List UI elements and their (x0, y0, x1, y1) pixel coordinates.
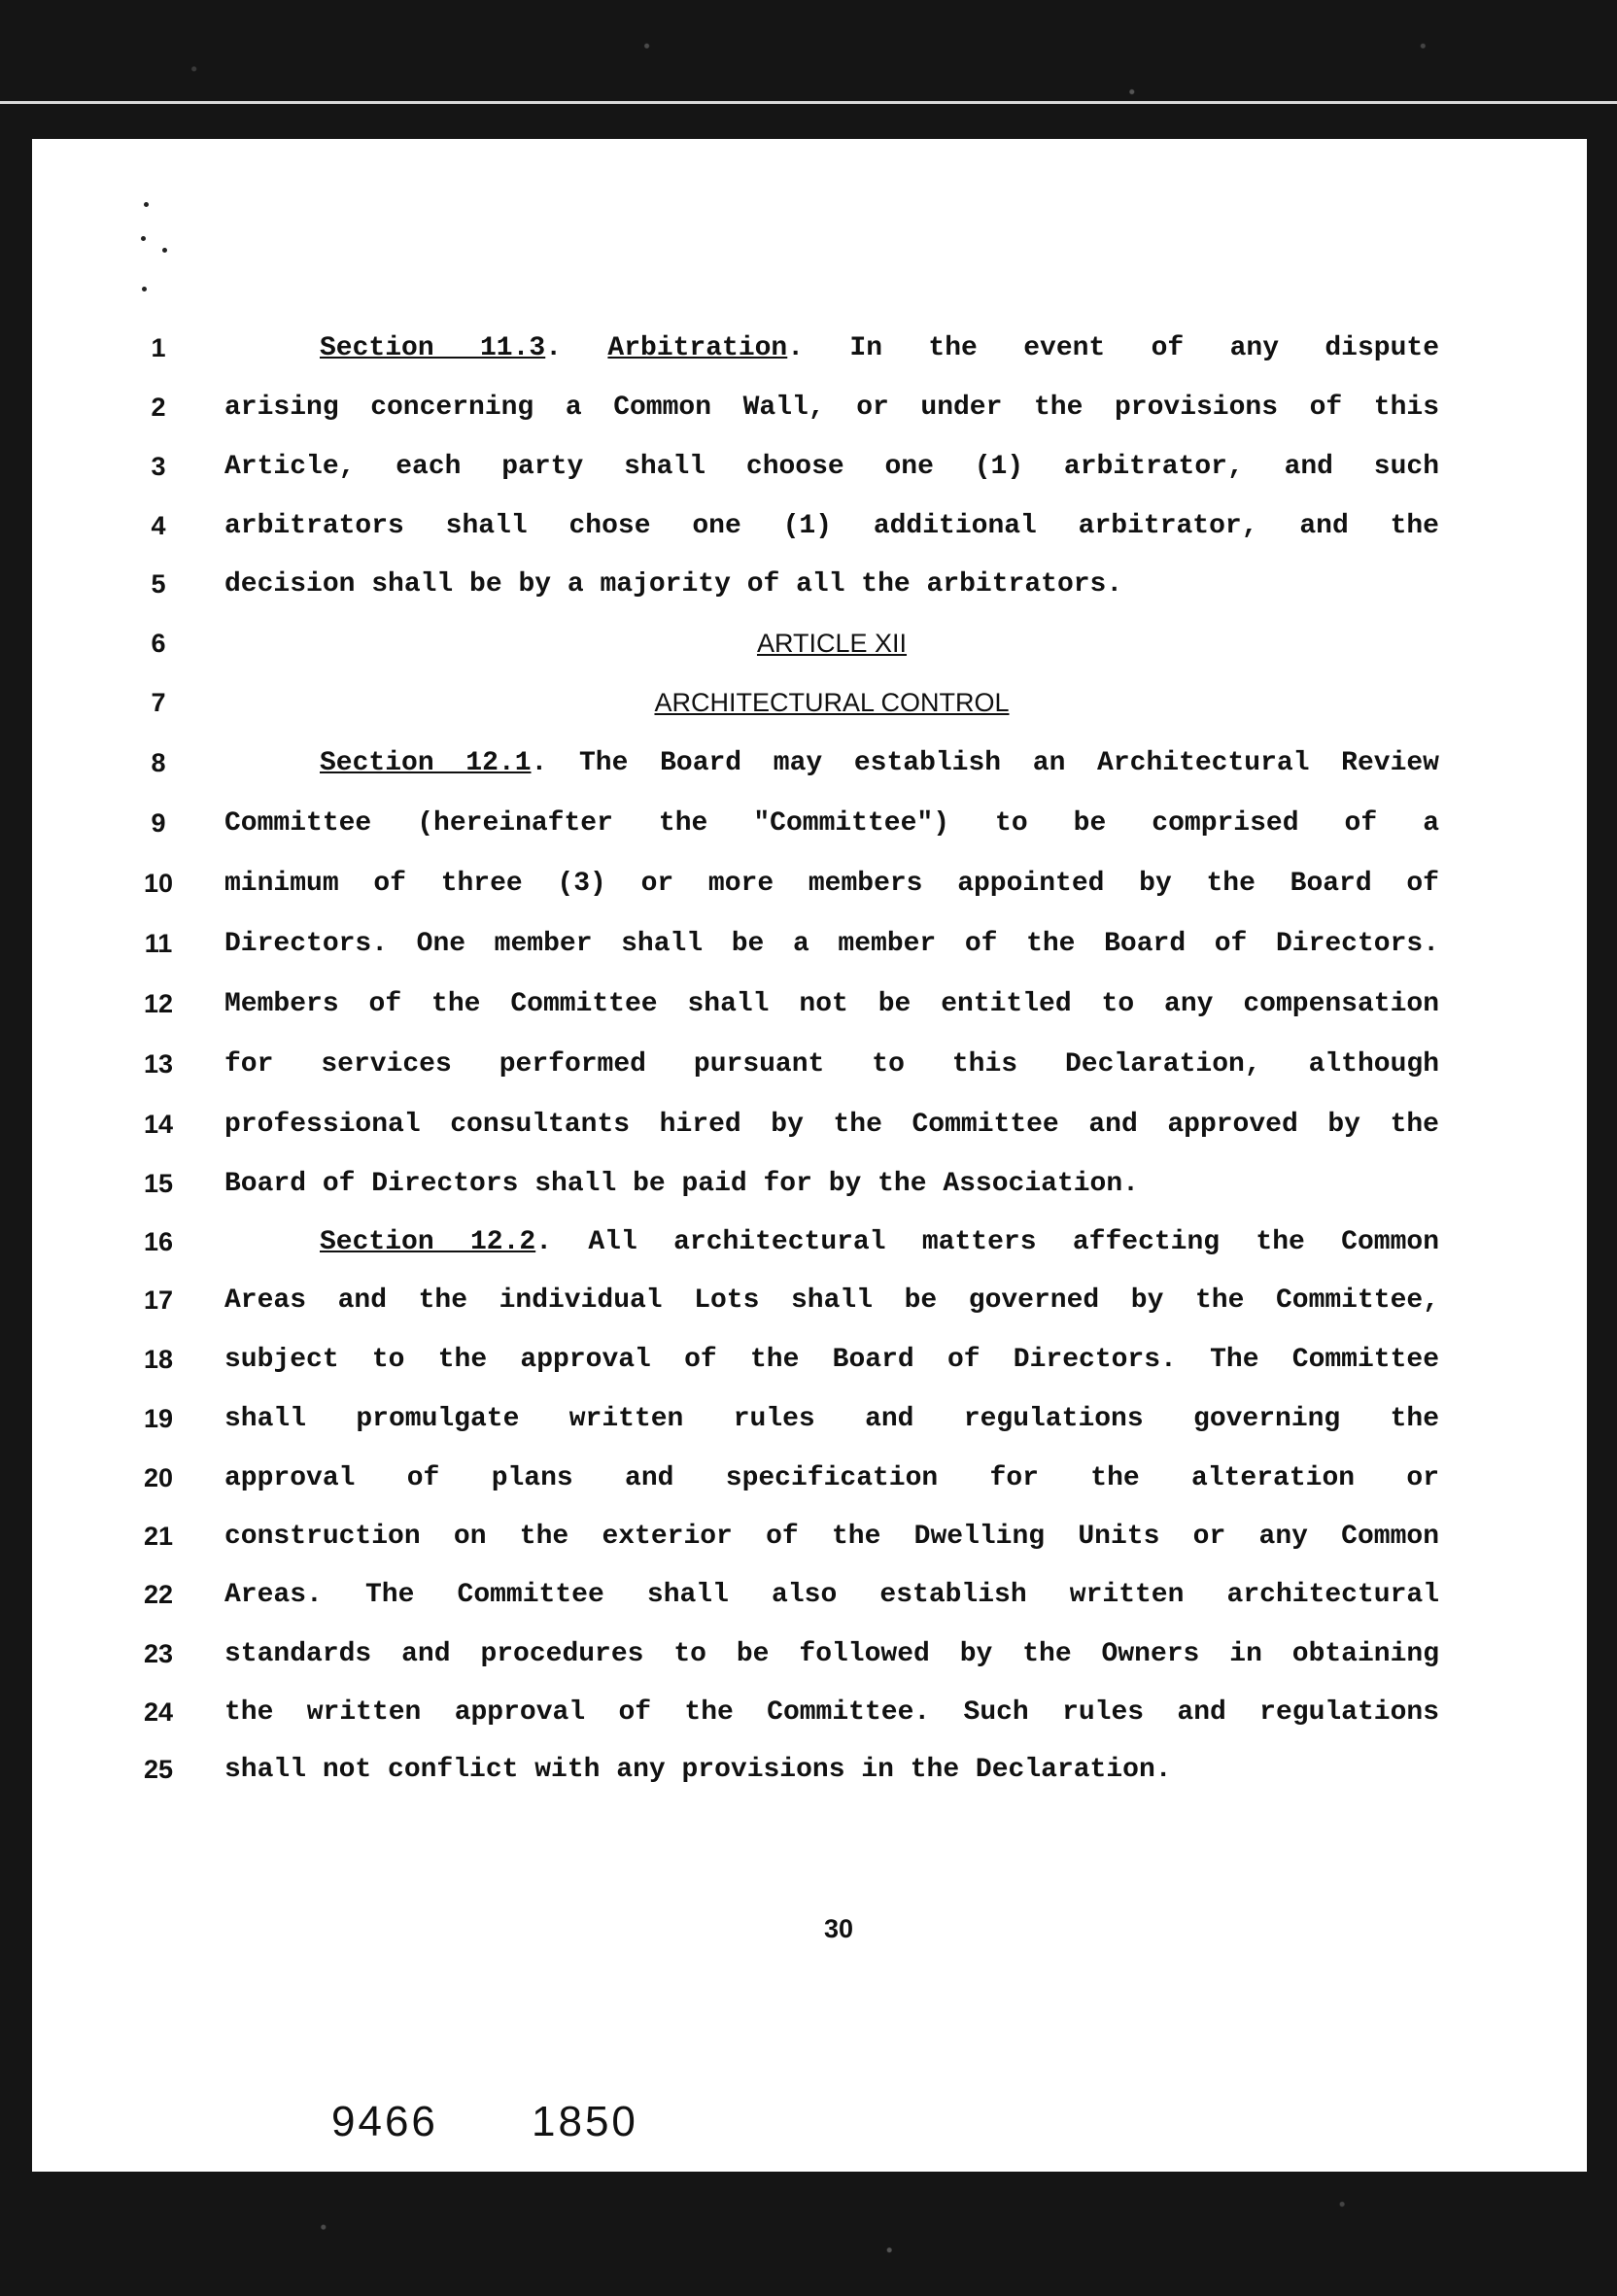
line-number: 1 (151, 333, 166, 362)
line-number: 8 (151, 748, 166, 777)
line-text (224, 393, 1439, 423)
document-line (32, 1049, 1587, 1088)
speck-mark (144, 202, 149, 207)
line-text (224, 1755, 1439, 1785)
text-run: minimum of three (3) or more members appointed by the Board of (224, 869, 1439, 899)
document-line (32, 1580, 1587, 1619)
scan-top-rule (0, 101, 1617, 104)
line-number: 2 (151, 393, 166, 422)
text-run: Members of the Committee shall not be entitled to any compensation (224, 989, 1439, 1019)
text-run: standards and procedures to be followed by the Owners in obtaining (224, 1639, 1439, 1669)
stamp-book-number: 9466 (331, 2098, 438, 2145)
text-run: Areas and the individual Lots shall be governed by the Committee, (224, 1285, 1439, 1316)
document-line (32, 393, 1587, 431)
speck-mark (162, 248, 167, 253)
line-text (224, 1285, 1439, 1316)
line-number: 21 (143, 1522, 174, 1551)
document-line (32, 1227, 1587, 1266)
line-number: 23 (143, 1639, 174, 1668)
line-text (224, 1404, 1439, 1434)
line-number: 10 (143, 869, 174, 898)
line-number: 4 (151, 511, 166, 540)
speck-mark (142, 287, 147, 291)
document-line (32, 808, 1587, 847)
line-number: 12 (143, 989, 174, 1018)
line-text (224, 1463, 1439, 1493)
line-number: 3 (151, 452, 166, 481)
text-run: Committee (hereinafter the "Committee") to be comprised of a (224, 808, 1439, 839)
text-run: shall not conflict with any provisions in the Declaration. (224, 1755, 1172, 1785)
article-heading: ARCHITECTURAL CONTROL (654, 688, 1010, 717)
line-text (224, 989, 1439, 1019)
document-line (32, 869, 1587, 908)
line-number: 18 (143, 1345, 174, 1374)
line-number: 25 (143, 1755, 174, 1784)
line-number: 6 (151, 629, 166, 658)
section-heading: Section 12.1 (320, 748, 532, 778)
document-line (32, 688, 1587, 727)
section-heading: Arbitration (607, 333, 788, 363)
line-number: 24 (143, 1697, 174, 1727)
text-run: Article, each party shall choose one (1) arbitrator, and such (224, 452, 1439, 482)
line-text (224, 1345, 1439, 1375)
text-run: Areas. The Committee shall also establish written architectural (224, 1580, 1439, 1610)
line-text (224, 1522, 1439, 1552)
section-heading: Section 11.3 (320, 333, 546, 363)
text-run: Directors. One member shall be a member of the Board of Directors. (224, 929, 1439, 959)
text-run: decision shall be by a majority of all the arbitrators. (224, 569, 1123, 600)
stamp-page-number: 1850 (532, 2098, 638, 2145)
page-number: 30 (823, 1914, 854, 1943)
line-text (224, 1697, 1439, 1728)
text-run: arbitrators shall chose one (1) additional arbitrator, and the (224, 511, 1439, 541)
line-text (320, 1227, 1439, 1257)
line-number: 16 (143, 1227, 174, 1256)
line-number: 9 (151, 808, 166, 838)
line-number: 20 (143, 1463, 174, 1492)
document-page (32, 139, 1587, 2172)
line-text (224, 869, 1439, 899)
line-text (224, 511, 1439, 541)
document-line (32, 929, 1587, 968)
line-text (224, 452, 1439, 482)
document-line (32, 1522, 1587, 1560)
text-run: . In the event of any dispute (787, 333, 1439, 363)
line-text (224, 1580, 1439, 1610)
document-line (32, 1463, 1587, 1502)
text-run: . The Board may establish an Architectural Review (531, 748, 1439, 778)
text-run: . (545, 333, 608, 363)
line-text (224, 808, 1439, 839)
document-line (32, 569, 1587, 608)
section-heading: Section 12.2 (320, 1227, 536, 1257)
line-text (320, 748, 1439, 778)
text-run: construction on the exterior of the Dwelling Units or any Common (224, 1522, 1439, 1552)
line-number: 19 (143, 1404, 174, 1433)
text-run: the written approval of the Committee. Such rules and regulations (224, 1697, 1439, 1728)
text-run: approval of plans and specification for the alteration or (224, 1463, 1439, 1493)
line-text (224, 1169, 1439, 1199)
document-line (32, 1697, 1587, 1736)
line-text (224, 1639, 1439, 1669)
document-line (32, 1755, 1587, 1794)
document-line (32, 1345, 1587, 1384)
line-number: 7 (151, 688, 166, 717)
line-text (224, 1049, 1439, 1079)
line-number: 22 (143, 1580, 174, 1609)
text-run: arising concerning a Common Wall, or under the provisions of this (224, 393, 1439, 423)
speck-mark (141, 236, 146, 241)
document-line (32, 748, 1587, 787)
document-line (32, 1285, 1587, 1324)
line-text (224, 569, 1439, 600)
article-heading: ARTICLE XII (756, 629, 908, 658)
document-line (32, 511, 1587, 550)
text-run: for services performed pursuant to this Declaration, although (224, 1049, 1439, 1079)
text-run: subject to the approval of the Board of Directors. The Committee (224, 1345, 1439, 1375)
line-text (224, 929, 1439, 959)
text-run: . All architectural matters affecting the Common (535, 1227, 1439, 1257)
text-run: Board of Directors shall be paid for by the Association. (224, 1169, 1139, 1199)
line-number: 15 (143, 1169, 174, 1198)
line-text (224, 1110, 1439, 1140)
document-line (32, 1169, 1587, 1208)
text-run: shall promulgate written rules and regulations governing the (224, 1404, 1439, 1434)
line-number: 5 (151, 569, 166, 599)
document-line (32, 1639, 1587, 1678)
line-number: 17 (143, 1285, 174, 1315)
line-number: 14 (143, 1110, 174, 1139)
document-line (32, 629, 1587, 668)
document-line (32, 1404, 1587, 1443)
document-line (32, 452, 1587, 491)
text-run: professional consultants hired by the Committee and approved by the (224, 1110, 1439, 1140)
line-number: 11 (144, 929, 173, 958)
document-line (32, 1110, 1587, 1148)
line-number: 13 (143, 1049, 174, 1079)
line-text (320, 333, 1439, 363)
document-line (32, 989, 1587, 1028)
document-line (32, 333, 1587, 372)
